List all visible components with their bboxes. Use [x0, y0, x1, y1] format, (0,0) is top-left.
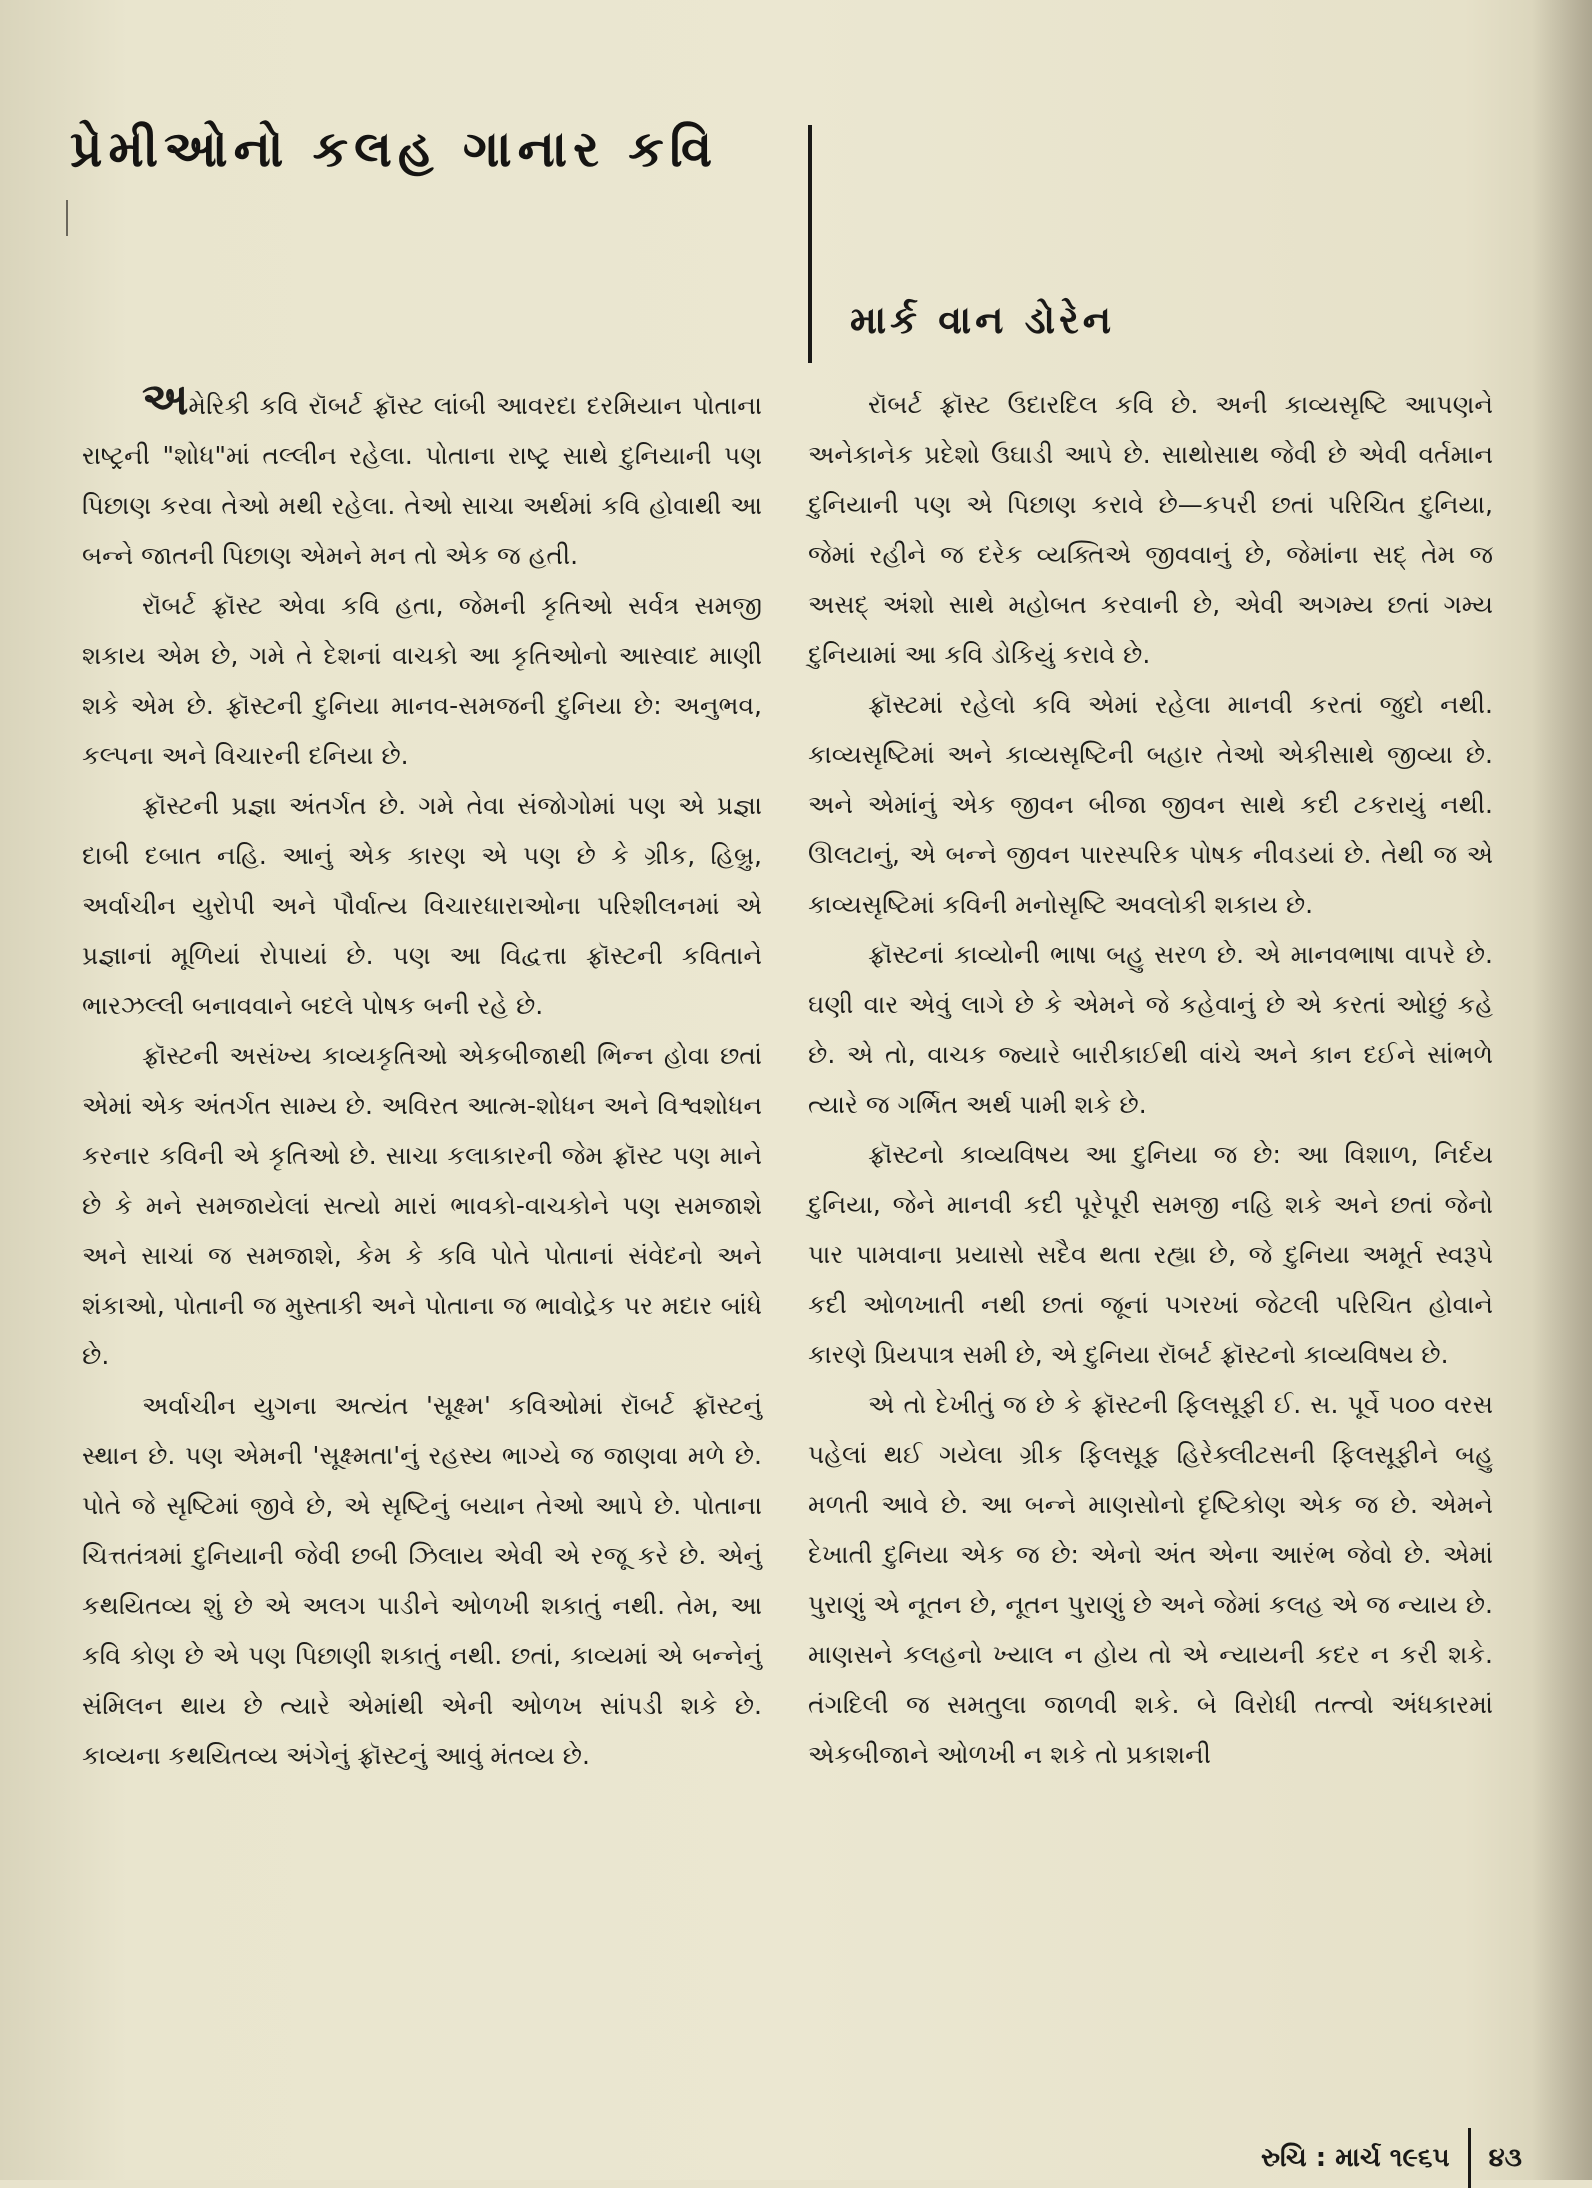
- article-title: પ્રેમીઓનો કલહ ગાનાર કવિ: [70, 120, 719, 178]
- right-column: [808, 380, 1493, 1780]
- page-footer: [1261, 2128, 1522, 2188]
- paragraph: ફ્રૉસ્ટનાં કાવ્યોની ભાષા બહુ સરળ છે. એ માનવભાષા વાપરે છે. ઘણી વાર એવું લાગે છે કે એમને જે કહેવાનું છે એ કરતાં ઓછું કહે છે. એ તો, વાચક જ્યારે બારીકાઈથી વાંચે અને કાન દઈને સાંભળે ત્યારે જ ગર્ભિત અર્થ પામી શકે છે.: [808, 940, 1493, 1119]
- footer-divider: [1468, 2128, 1471, 2188]
- paragraph: રૉબર્ટ ફ્રૉસ્ટ એવા કવિ હતા, જેમની કૃતિઓ સર્વત્ર સમજી શકાય એમ છે, ગમે તે દેશનાં વાચકો આ કૃતિઓનો આસ્વાદ માણી શકે એમ છે. ફ્રૉસ્ટની દુનિયા માનવ-સમજની દુનિયા છે: અનુભવ, કલ્પના અને વિચારની દનિયા છે.: [82, 591, 762, 770]
- paragraph: ફ્રૉસ્ટનો કાવ્યવિષય આ દુનિયા જ છે: આ વિશાળ, નિર્દય દુનિયા, જેને માનવી કદી પૂરેપૂરી સમજી નહિ શકે અને છતાં જેનો પાર પામવાના પ્રયાસો સદૈવ થતા રહ્યા છે, જે દુનિયા અમૂર્ત સ્વરૂપે કદી ઓળખાતી નથી છતાં જૂનાં પગરખાં જેટલી પરિચિત હોવાને કારણે પ્રિયપાત્ર સમી છે, એ દુનિયા રૉબર્ટ ફ્રૉસ્ટનો કાવ્યવિષય છે.: [808, 1140, 1493, 1369]
- article-author: માર્ક વાન ડોરેન: [850, 298, 1116, 342]
- paragraph: અર્વાચીન યુગના અત્યંત 'સૂક્ષ્મ' કવિઓમાં રૉબર્ટ ફ્રૉસ્ટનું સ્થાન છે. પણ એમની 'સૂક્ષ્મતા'નું રહસ્ય ભાગ્યે જ જાણવા મળે છે. પોતે જે સૃષ્ટિમાં જીવે છે, એ સૃષ્ટિનું બયાન તેઓ આપે છે. પોતાના ચિત્તતંત્રમાં દુનિયાની જેવી છબી ઝિલાય એવી એ રજૂ કરે છે. એનું કથયિતવ્ય શું છે એ અલગ પાડીને ઓળખી શકાતું નથી. તેમ, આ કવિ કોણ છે એ પણ પિછાણી શકાતું નથી. છતાં, કાવ્યમાં એ બન્નેનું સંમિલન થાય છે ત્યારે એમાંથી એની ઓળખ સાંપડી શકે છે. કાવ્યના કથયિતવ્ય અંગેનું ફ્રૉસ્ટનું આવું મંતવ્ય છે.: [82, 1391, 762, 1770]
- paragraph: ફ્રૉસ્ટમાં રહેલો કવિ એમાં રહેલા માનવી કરતાં જુદો નથી. કાવ્યસૃષ્ટિમાં અને કાવ્યસૃષ્ટિની બહાર તેઓ એકીસાથે જીવ્યા છે. અને એમાંનું એક જીવન બીજા જીવન સાથે કદી ટકરાયું નથી. ઊલટાનું, એ બન્ને જીવન પારસ્પરિક પોષક નીવડયાં છે. તેથી જ એ કાવ્યસૃષ્ટિમાં કવિની મનોસૃષ્ટિ અવલોકી શકાય છે.: [808, 690, 1493, 919]
- paragraph: ફ્રૉસ્ટની પ્રજ્ઞા અંતર્ગત છે. ગમે તેવા સંજોગોમાં પણ એ પ્રજ્ઞા દાબી દબાત નહિ. આનું એક કારણ એ પણ છે કે ગ્રીક, હિબ્રુ, અર્વાચીન યુરોપી અને પૌર્વાત્ય વિચારધારાઓના પરિશીલનમાં એ પ્રજ્ઞાનાં મૂળિયાં રોપાયાં છે. પણ આ વિદ્વત્તા ફ્રૉસ્ટની કવિતાને ભારઝલ્લી બનાવવાને બદલે પોષક બની રહે છે.: [82, 791, 762, 1020]
- margin-mark: [66, 200, 68, 236]
- paragraph: અમેરિકી કવિ રૉબર્ટ ફ્રૉસ્ટ લાંબી આવરદા દરમિયાન પોતાના રાષ્ટ્રની "શોધ"માં તલ્લીન રહેલા. પોતાના રાષ્ટ્ર સાથે દુનિયાની પણ પિછાણ કરવા તેઓ મથી રહેલા. તેઓ સાચા અર્થમાં કવિ હોવાથી આ બન્ને જાતની પિછાણ એમને મન તો એક જ હતી.: [82, 374, 762, 570]
- paragraph: ફ્રૉસ્ટની અસંખ્ય કાવ્યકૃતિઓ એકબીજાથી ભિન્ન હોવા છતાં એમાં એક અંતર્ગત સામ્ય છે. અવિરત આત્મ-શોધન અને વિશ્વશોધન કરનાર કવિની એ કૃતિઓ છે. સાચા કલાકારની જેમ ફ્રૉસ્ટ પણ માને છે કે મને સમજાયેલાં સત્યો મારાં ભાવકો-વાચકોને પણ સમજાશે અને સાચાં જ સમજાશે, કેમ કે કવિ પોતે પોતાનાં સંવેદનો અને શંકાઓ, પોતાની જ મુસ્તાકી અને પોતાના જ ભાવોદ્રેક પર મદાર બાંધે છે.: [82, 1041, 762, 1370]
- page-number: ૪૩: [1488, 2142, 1522, 2173]
- title-divider: [808, 125, 812, 363]
- left-column: [82, 374, 762, 1781]
- paragraph: એ તો દેખીતું જ છે કે ફ્રૉસ્ટની ફિલસૂફી ઈ. સ. પૂર્વે ૫૦૦ વરસ પહેલાં થઈ ગયેલા ગ્રીક ફિલસૂફ હિરેક્લીટસની ફિલસૂફીને બહુ મળતી આવે છે. આ બન્ને માણસોનો દૃષ્ટિકોણ એક જ છે. એમને દેખાતી દુનિયા એક જ છે: એનો અંત એના આરંભ જેવો છે. એમાં પુરાણું એ નૂતન છે, નૂતન પુરાણું છે અને જેમાં કલહ એ જ ન્યાય છે. માણસને કલહનો ખ્યાલ ન હોય તો એ ન્યાયની કદર ન કરી શકે. તંગદિલી જ સમતુલા જાળવી શકે. બે વિરોધી તત્ત્વો અંધકારમાં એકબીજાને ઓળખી ન શકે તો પ્રકાશની: [808, 1390, 1493, 1769]
- drop-cap: અ: [142, 374, 189, 425]
- paragraph: રૉબર્ટ ફ્રૉસ્ટ ઉદારદિલ કવિ છે. અની કાવ્યસૃષ્ટિ આપણને અનેકાનેક પ્રદેશો ઉઘાડી આપે છે. સાથોસાથ જેવી છે એવી વર્તમાન દુનિયાની પણ એ પિછાણ કરાવે છે—કપરી છતાં પરિચિત દુનિયા, જેમાં રહીને જ દરેક વ્યક્તિએ જીવવાનું છે, જેમાંના સદ્ તેમ જ અસદ્ અંશો સાથે મહોબત કરવાની છે, એવી અગમ્ય છતાં ગમ્ય દુનિયામાં આ કવિ ડોકિયું કરાવે છે.: [808, 390, 1493, 669]
- magazine-issue: રુચિ : માર્ચ ૧૯૬૫: [1260, 2142, 1450, 2173]
- page-edge-shadow: [1532, 0, 1592, 2180]
